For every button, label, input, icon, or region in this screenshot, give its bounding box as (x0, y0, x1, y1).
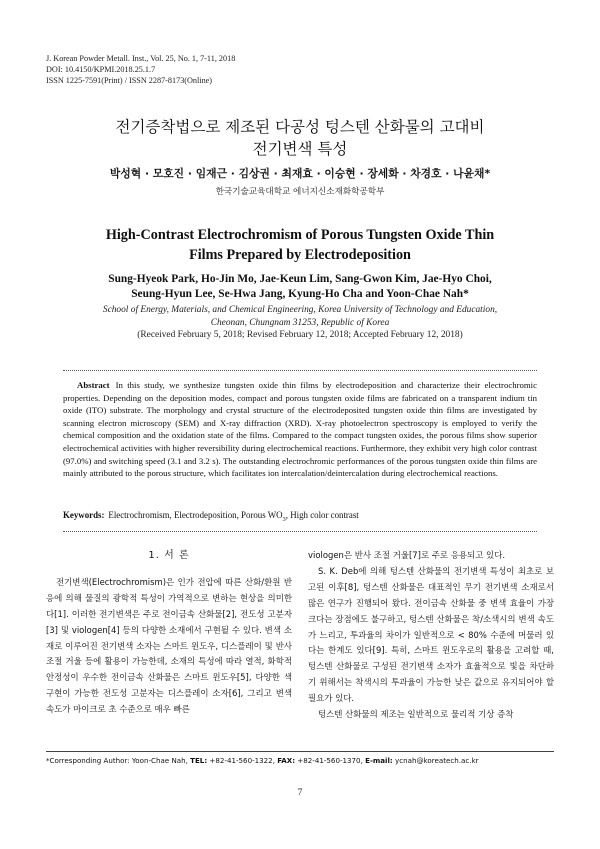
english-authors-line1: Sung-Hyeok Park, Ho-Jin Mo, Jae-Keun Lim, Sang-Gwon Kim, Jae-Hyo Choi, (108, 273, 492, 285)
body-paragraph: 텅스텐 산화물의 제조는 일반적으로 물리적 기상 증착 (318, 709, 514, 720)
keywords-text: Electrochromism, Electrodeposition, Porous WO (108, 510, 283, 520)
body-right-column (308, 548, 554, 723)
journal-doi: DOI: 10.4150/KPMI.2018.25.1.7 (46, 65, 156, 74)
footnote-email-label: E-mail: (365, 756, 393, 765)
footnote-rule (46, 751, 554, 752)
korean-title-line1: 전기증착법으로 제조된 다공성 텅스텐 산화물의 고대비 (115, 118, 485, 136)
korean-title (0, 116, 600, 160)
body-left-column (46, 548, 292, 718)
keywords-text-after: , High color contrast (285, 510, 359, 520)
body-paragraph: 전기변색(Electrochromism)은 인가 전압에 따른 산화/환원 반응에 의해 물질의 광학적 특성이 가역적으로 변하는 현상을 의미한다[1]. 이러한 전기변색은 주로 전이금속 산화물[2], 전도성 고분자[3] 및 viologen[4] 등의 다양한 소재에서 구현될 수 있다. 변색 소재로 이루어진 전기변색 소자는 스마트 윈도우, 디스플레이 및 반사 조절 거울 등에 활용이 가능한데, 소재의 특성에 따라 열적, 화학적 안정성이 우수한 전이금속 산화물은 스마트 윈도우[5], 다양한 색 구현이 가능한 전도성 고분자는 디스플레이 소자[6], 그리고 변색 속도가 마이크로 초 수준으로 매우 빠른 (46, 576, 292, 715)
english-title-line1: High-Contrast Electrochromism of Porous Tungsten Oxide Thin (105, 227, 495, 243)
english-title (0, 225, 600, 265)
english-title-line2: Films Prepared by Electrodeposition (189, 247, 411, 263)
footnote-tel: +82-41-560-1322, (207, 756, 278, 765)
footnote-prefix: *Corresponding Author: Yoon-Chae Nah, (46, 756, 191, 765)
footnote-fax: +82-41-560-1370, (295, 756, 366, 765)
abstract-bottom-rule (63, 531, 537, 532)
abstract-text: In this study, we synthesize tungsten oxide thin films by electrodeposition and characterize their electrochromic properties. Depending on the deposition modes, compact and porous tungsten oxide films are fabricated on a transparent indium tin oxide (ITO) substrate. The morphology and crystal structure of the electrodeposited tungsten oxide thin films are investigated by scanning electron microscopy (SEM) and X-ray diffraction (XRD). X-ray photoelectron spectroscopy is employed to verify the chemical composition and the oxidation state of the films. Compared to the compact tungsten oxides, the porous films show superior electrochemical activities with higher reversibility during electrochemical reactions. Furthermore, they exhibit very high color contrast (97.0%) and switching speed (3.1 and 3.2 s). The outstanding electrochromic performances of the porous tungsten oxide thin films are mainly attributed to the porous structure, which facilitates ion intercalation/deintercalation during electrochemical reactions. (63, 380, 537, 479)
section-title: 1. 서 론 (148, 550, 190, 561)
keywords (63, 510, 537, 523)
korean-affiliation: 한국기술교육대학교 에너지신소재화학공학부 (215, 187, 385, 197)
footnote-fax-label: FAX: (277, 756, 296, 765)
korean-title-line2: 전기변색 특성 (252, 140, 348, 158)
abstract-label: Abstract (77, 380, 110, 390)
footnote-tel-label: TEL: (190, 756, 208, 765)
journal-citation: J. Korean Powder Metall. Inst., Vol. 25, No. 1, 7-11, 2018 (46, 54, 236, 63)
english-affiliation (0, 304, 600, 330)
english-affiliation-line2: Cheonan, Chungnam 31253, Republic of Korea (210, 318, 390, 328)
corresponding-author-footnote (46, 756, 554, 765)
korean-authors: 박성혁 · 모호진 · 임재근 · 김상권 · 최재효 · 이승현 · 장세화 · 차경호 · 나윤채* (109, 167, 491, 180)
body-paragraph: S. K. Deb에 의해 텅스텐 산화물의 전기변색 특성이 최초로 보고된 이후[8], 텅스텐 산화물은 대표적인 무기 전기변색 소재로서 많은 연구가 진행되어 왔다. 전이금속 산화물 중 변색 효율이 가장 크다는 장점에도 불구하고, 텅스텐 산화물은 착/소색시의 변색 속도가 느리고, 투과율의 차이가 일반적으로 < 80% 수준에 머물러 있다는 한계도 있다[9]. 특히, 스마트 윈도우로의 활용을 고려할 때, 텅스텐 산화물로 구성된 전기변색 소자가 효율적으로 빛을 차단하기 위해서는 착색시의 투과율이 가능한 낮은 값으로 유지되어야 할 필요가 있다. (308, 565, 554, 704)
footnote-email: ycnah@koreatech.ac.kr (392, 756, 479, 765)
keywords-label: Keywords: (63, 510, 105, 520)
english-authors-line2: Seung-Hyun Lee, Se-Hwa Jang, Kyung-Ho Cha and Yoon-Chae Nah* (131, 288, 469, 300)
english-affiliation-line1: School of Energy, Materials, and Chemical Engineering, Korea University of Technology and Education, (102, 305, 498, 315)
page-number: 7 (297, 788, 303, 798)
received-dates: (Received February 5, 2018; Revised February 12, 2018; Accepted February 12, 2018) (137, 330, 463, 340)
keywords-subscript: 3 (282, 515, 286, 523)
journal-meta (46, 53, 235, 86)
body-paragraph: viologen은 반사 조절 거울[7]로 주로 응용되고 있다. (308, 550, 506, 560)
journal-issn: ISSN 1225-7591(Print) / ISSN 2287-8173(Online) (46, 76, 213, 85)
abstract (63, 379, 537, 480)
abstract-top-rule (63, 370, 537, 371)
english-authors (0, 272, 600, 302)
